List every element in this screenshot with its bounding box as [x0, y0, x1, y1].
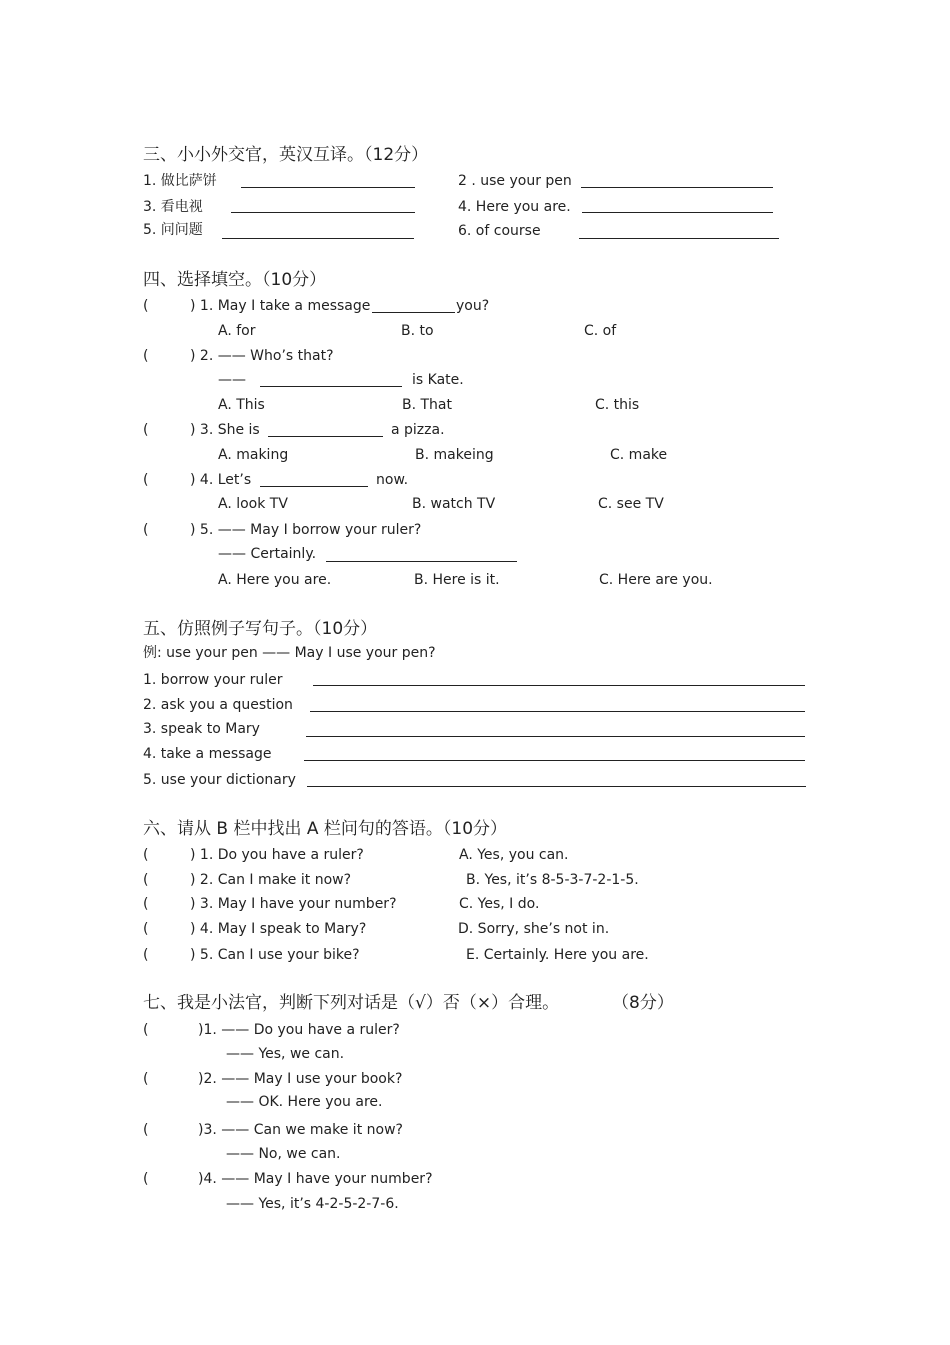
s4-q3-paren: ( [143, 422, 149, 438]
s4-q5-line2: —— Certainly. [218, 546, 317, 562]
s6-answer-c: C. Yes, I do. [459, 896, 540, 912]
s4-q1-blank[interactable] [372, 312, 455, 313]
s5-answer-line-4[interactable] [304, 760, 805, 761]
s7-question-3: )3. —— Can we make it now? [198, 1122, 403, 1138]
s7-reply-1: —— Yes, we can. [226, 1046, 345, 1062]
s5-answer-line-2[interactable] [310, 711, 805, 712]
s3-answer-line-6[interactable] [579, 238, 779, 239]
s4-q2-after: is Kate. [412, 372, 464, 388]
s4-q2-lead: —— [218, 372, 246, 388]
s6-answer-b: B. Yes, it’s 8-5-3-7-2-1-5. [466, 872, 639, 888]
s3-answer-line-5[interactable] [222, 238, 414, 239]
s4-q5-blank[interactable] [326, 561, 517, 562]
s3-answer-line-2[interactable] [581, 187, 773, 188]
s7-reply-4: —— Yes, it’s 4-2-5-2-7-6. [226, 1196, 399, 1212]
s4-q3-after: a pizza. [391, 422, 445, 438]
s3-item-6: 6. of course [458, 223, 541, 239]
section-3-heading: 三、小小外交官，英汉互译。（12分） [143, 145, 429, 165]
s3-item-1: 1. 做比萨饼 [143, 173, 217, 189]
s7-paren: ( [143, 1122, 149, 1138]
s4-q3-option-a: A. making [218, 447, 289, 463]
s7-reply-3: —— No, we can. [226, 1146, 341, 1162]
s4-q4-option-c: C. see TV [598, 496, 664, 512]
s3-item-3: 3. 看电视 [143, 199, 203, 215]
s4-q3-stem: ) 3. She is [190, 422, 260, 438]
s7-question-2: )2. —— May I use your book? [198, 1071, 403, 1087]
s4-q5-option-a: A. Here you are. [218, 572, 332, 588]
s4-q2-option-b: B. That [402, 397, 452, 413]
s4-q2-blank[interactable] [260, 386, 402, 387]
s3-answer-line-1[interactable] [241, 187, 415, 188]
section-5-heading: 五、仿照例子写句子。（10分） [143, 619, 378, 639]
s4-q4-option-b: B. watch TV [412, 496, 496, 512]
s4-q4-after: now. [376, 472, 409, 488]
s4-q2-option-c: C. this [595, 397, 640, 413]
s6-question-4: ) 4. May I speak to Mary? [190, 921, 367, 937]
s4-q1-after: you? [456, 298, 490, 314]
s6-paren: ( [143, 896, 149, 912]
s4-q1-option-a: A. for [218, 323, 256, 339]
s7-paren: ( [143, 1022, 149, 1038]
s4-q4-stem: ) 4. Let’s [190, 472, 252, 488]
s5-item-3: 3. speak to Mary [143, 721, 260, 737]
section-7-score: （8分） [612, 993, 674, 1013]
s6-paren: ( [143, 872, 149, 888]
s6-question-2: ) 2. Can I make it now? [190, 872, 352, 888]
s6-answer-a: A. Yes, you can. [459, 847, 569, 863]
s5-answer-line-1[interactable] [313, 685, 805, 686]
s6-question-3: ) 3. May I have your number? [190, 896, 397, 912]
s4-q5-paren: ( [143, 522, 149, 538]
s4-q1-stem: ) 1. May I take a message [190, 298, 371, 314]
s4-q1-option-c: C. of [584, 323, 617, 339]
s3-answer-line-3[interactable] [231, 212, 415, 213]
s5-item-5: 5. use your dictionary [143, 772, 296, 788]
s3-answer-line-4[interactable] [582, 212, 773, 213]
s7-paren: ( [143, 1071, 149, 1087]
section-7-heading: 七、我是小法官，判断下列对话是（√）否（×）合理。 [143, 993, 560, 1013]
s6-paren: ( [143, 847, 149, 863]
s5-example: 例: use your pen —— May I use your pen? [143, 645, 436, 661]
s7-paren: ( [143, 1171, 149, 1187]
s6-paren: ( [143, 921, 149, 937]
s4-q5-option-b: B. Here is it. [414, 572, 500, 588]
s4-q3-option-c: C. make [610, 447, 668, 463]
s4-q5-stem: ) 5. —— May I borrow your ruler? [190, 522, 422, 538]
s6-paren: ( [143, 947, 149, 963]
s7-reply-2: —— OK. Here you are. [226, 1094, 383, 1110]
section-4-heading: 四、选择填空。（10分） [143, 270, 327, 290]
s3-item-4: 4. Here you are. [458, 199, 571, 215]
s4-q3-blank[interactable] [268, 436, 383, 437]
s5-item-1: 1. borrow your ruler [143, 672, 283, 688]
s4-q4-blank[interactable] [260, 486, 368, 487]
s6-question-1: ) 1. Do you have a ruler? [190, 847, 364, 863]
s5-answer-line-5[interactable] [307, 786, 806, 787]
s3-item-2: 2 . use your pen [458, 173, 572, 189]
s4-q3-option-b: B. makeing [415, 447, 494, 463]
s5-answer-line-3[interactable] [306, 736, 805, 737]
s6-answer-e: E. Certainly. Here you are. [466, 947, 649, 963]
s7-question-4: )4. —— May I have your number? [198, 1171, 433, 1187]
s4-q2-paren: ( [143, 348, 149, 364]
s4-q2-option-a: A. This [218, 397, 265, 413]
s4-q2-stem: ) 2. —— Who’s that? [190, 348, 334, 364]
s4-q4-option-a: A. look TV [218, 496, 288, 512]
s4-q4-paren: ( [143, 472, 149, 488]
s3-item-5: 5. 问问题 [143, 222, 203, 238]
s4-q1-paren: ( [143, 298, 149, 314]
s5-item-4: 4. take a message [143, 746, 272, 762]
s4-q5-option-c: C. Here are you. [599, 572, 713, 588]
s6-answer-d: D. Sorry, she’s not in. [458, 921, 610, 937]
s5-item-2: 2. ask you a question [143, 697, 293, 713]
s7-question-1: )1. —— Do you have a ruler? [198, 1022, 400, 1038]
s4-q1-option-b: B. to [401, 323, 434, 339]
s6-question-5: ) 5. Can I use your bike? [190, 947, 360, 963]
section-6-heading: 六、请从 B 栏中找出 A 栏问句的答语。（10分） [143, 819, 508, 839]
